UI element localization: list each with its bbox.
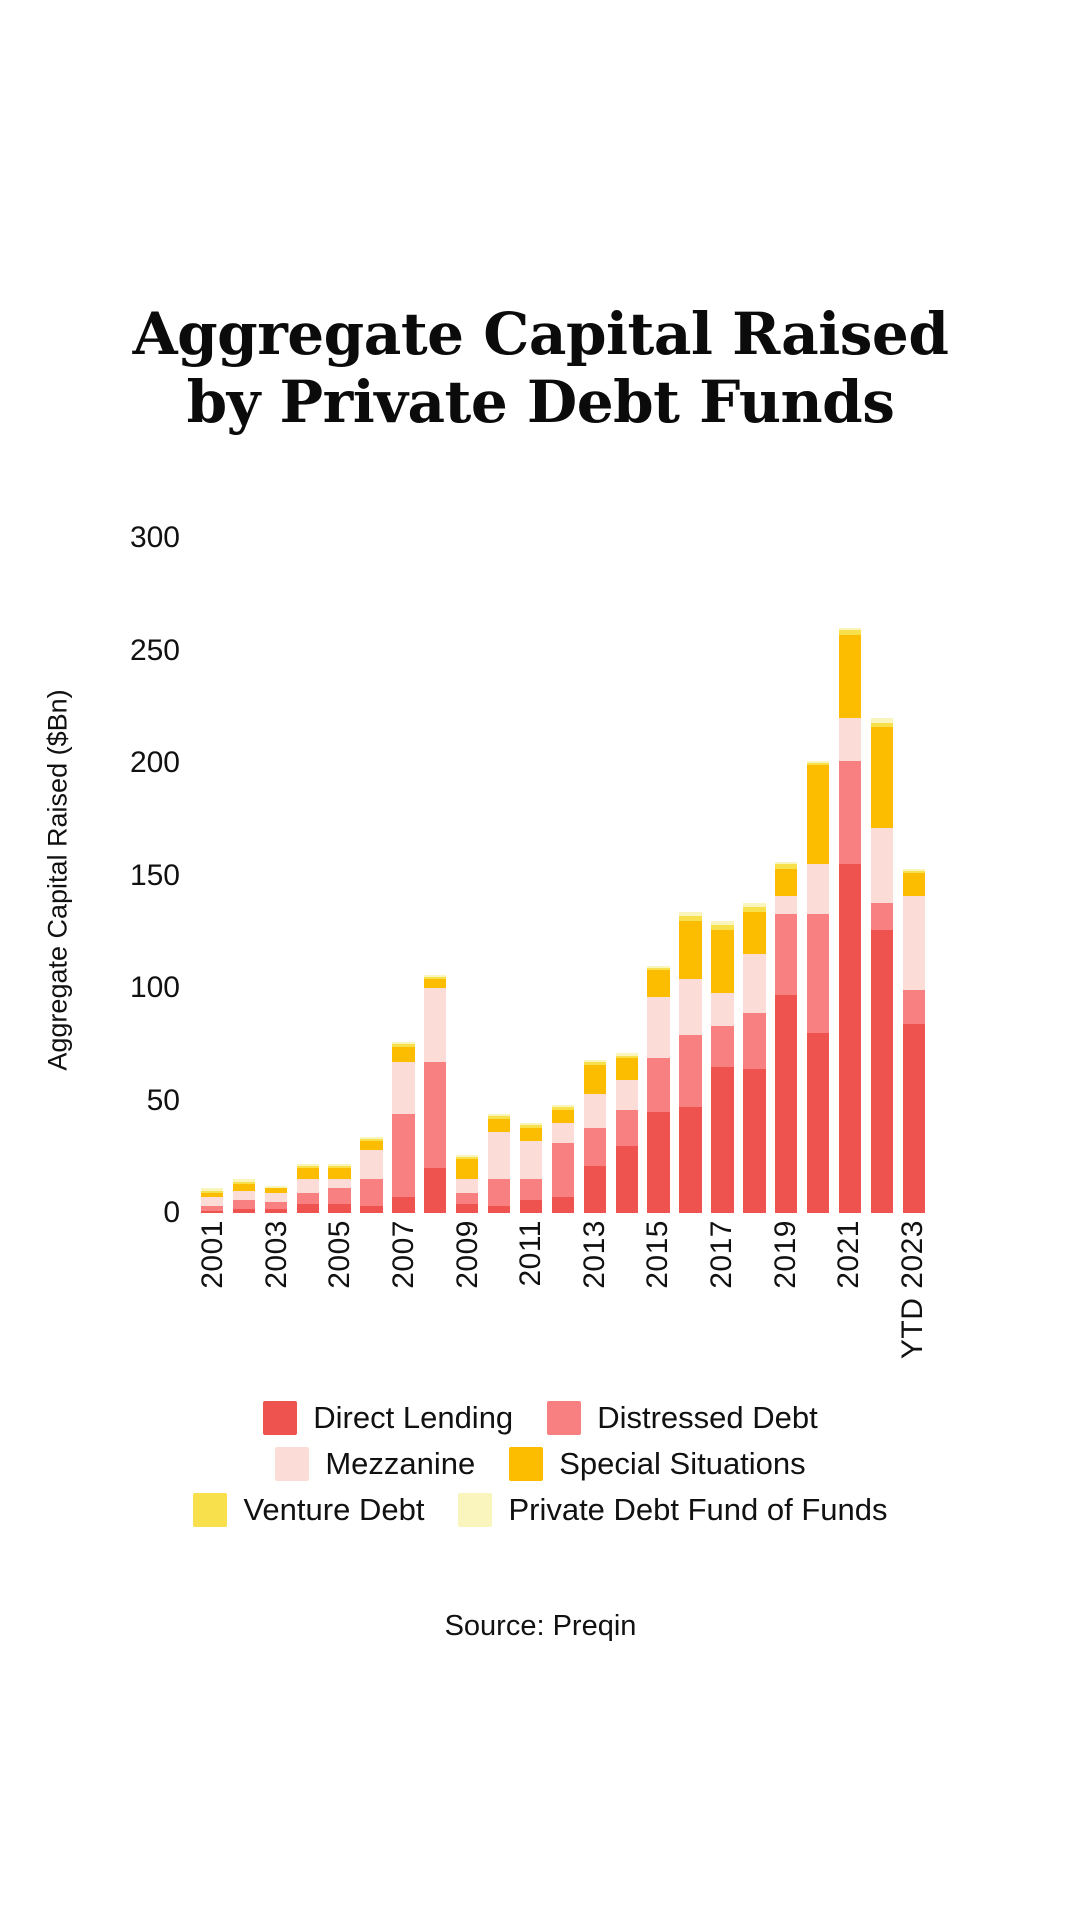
stacked-bar[interactable]: [679, 912, 701, 1214]
bar-segment: [265, 1202, 287, 1209]
bar-column[interactable]: [802, 538, 834, 1213]
bar-segment: [807, 765, 829, 864]
y-tick-300: 300: [129, 521, 180, 554]
bar-segment: [743, 1013, 765, 1069]
bar-segment: [328, 1204, 350, 1213]
bar-segment: [871, 903, 893, 930]
bar-column[interactable]: [419, 538, 451, 1213]
stacked-bar[interactable]: [871, 718, 893, 1213]
stacked-bar[interactable]: [520, 1123, 542, 1213]
legend-row-3: [0, 1492, 1081, 1528]
bar-segment: [903, 990, 925, 1024]
title-line-1: Aggregate Capital Raised: [132, 300, 949, 368]
x-tick-cell: [230, 1220, 260, 1420]
bar-segment: [839, 864, 861, 1213]
bars-container: [196, 538, 930, 1213]
y-tick-250: 250: [129, 633, 180, 667]
x-tick-cell: [323, 1220, 357, 1420]
stacked-bar[interactable]: [775, 862, 797, 1213]
bar-segment: [488, 1119, 510, 1133]
bar-segment: [584, 1166, 606, 1213]
bar-segment: [584, 1094, 606, 1128]
bar-segment: [903, 873, 925, 896]
legend-swatch-icon: [193, 1493, 227, 1527]
bar-segment: [775, 914, 797, 995]
y-axis-title: Aggregate Capital Raised ($Bn): [42, 689, 73, 1071]
legend-label: Direct Lending: [313, 1400, 514, 1435]
x-tick-label: 2007: [386, 1220, 420, 1289]
y-tick-200: 200: [129, 746, 180, 779]
bar-segment: [743, 1069, 765, 1213]
x-tick-label: 2017: [705, 1220, 739, 1289]
stacked-bar[interactable]: [616, 1053, 638, 1213]
bar-column[interactable]: [451, 538, 483, 1213]
legend-item[interactable]: [193, 1492, 424, 1528]
x-tick-cell: [196, 1220, 230, 1420]
bar-segment: [871, 727, 893, 828]
bar-column[interactable]: [611, 538, 643, 1213]
stacked-bar[interactable]: [711, 921, 733, 1214]
bar-column[interactable]: [196, 538, 228, 1213]
stacked-bar[interactable]: [839, 628, 861, 1213]
bar-segment: [679, 921, 701, 980]
bar-segment: [328, 1188, 350, 1204]
legend-label: Mezzanine: [325, 1446, 476, 1481]
bar-segment: [201, 1211, 223, 1213]
bar-segment: [584, 1065, 606, 1094]
legend-label: Distressed Debt: [597, 1400, 818, 1435]
bar-segment: [616, 1110, 638, 1146]
bar-column[interactable]: [770, 538, 802, 1213]
chart-legend: [0, 1400, 1081, 1538]
stacked-bar[interactable]: [297, 1164, 319, 1214]
bar-segment: [456, 1193, 478, 1204]
bar-segment: [807, 864, 829, 914]
bar-segment: [711, 930, 733, 993]
x-tick-cell: [803, 1220, 833, 1420]
x-tick-label: 2011: [514, 1220, 548, 1287]
bar-column[interactable]: [898, 538, 930, 1213]
legend-label: Venture Debt: [243, 1492, 425, 1527]
x-tick-cell: [866, 1220, 896, 1420]
stacked-bar[interactable]: [201, 1188, 223, 1213]
legend-label: Private Debt Fund of Funds: [508, 1492, 888, 1527]
stacked-bar[interactable]: [424, 975, 446, 1214]
legend-swatch-icon: [458, 1493, 492, 1527]
legend-row-2: [0, 1446, 1081, 1482]
bar-column[interactable]: [260, 538, 292, 1213]
x-tick-label: 2021: [832, 1220, 866, 1289]
x-tick-cell: [548, 1220, 578, 1420]
bar-segment: [360, 1179, 382, 1206]
bar-segment: [871, 930, 893, 1214]
bar-segment: [647, 997, 669, 1058]
legend-swatch-icon: [547, 1401, 581, 1435]
legend-item[interactable]: [458, 1492, 887, 1528]
x-tick-cell: [451, 1220, 485, 1420]
bar-segment: [456, 1204, 478, 1213]
x-tick-cell: [578, 1220, 612, 1420]
bar-segment: [360, 1206, 382, 1213]
legend-swatch-icon: [263, 1401, 297, 1435]
bar-segment: [424, 979, 446, 988]
bar-segment: [424, 988, 446, 1062]
bar-column[interactable]: [707, 538, 739, 1213]
stacked-bar[interactable]: [265, 1186, 287, 1213]
bar-segment: [488, 1179, 510, 1206]
bar-segment: [297, 1193, 319, 1204]
bar-segment: [552, 1143, 574, 1197]
bar-segment: [552, 1123, 574, 1143]
x-tick-cell: [705, 1220, 739, 1420]
x-tick-cell: [387, 1220, 421, 1420]
bar-column[interactable]: [866, 538, 898, 1213]
bar-segment: [616, 1146, 638, 1214]
x-tick-cell: [832, 1220, 866, 1420]
legend-label: Special Situations: [559, 1446, 806, 1481]
bar-column[interactable]: [515, 538, 547, 1213]
bar-column[interactable]: [356, 538, 388, 1213]
y-tick-50: 50: [146, 1083, 180, 1117]
stacked-bar[interactable]: [647, 966, 669, 1214]
bar-column[interactable]: [292, 538, 324, 1213]
bar-column[interactable]: [579, 538, 611, 1213]
x-tick-label: YTD 2023: [896, 1220, 930, 1360]
bar-column[interactable]: [738, 538, 770, 1213]
bar-segment: [328, 1179, 350, 1188]
bar-segment: [839, 718, 861, 761]
bar-segment: [265, 1209, 287, 1214]
x-tick-cell: [641, 1220, 675, 1420]
legend-swatch-icon: [509, 1447, 543, 1481]
stacked-bar[interactable]: [584, 1060, 606, 1213]
bar-segment: [807, 914, 829, 1033]
x-tick-cell: [612, 1220, 642, 1420]
legend-item[interactable]: [263, 1400, 513, 1436]
stacked-bar[interactable]: [233, 1179, 255, 1213]
x-axis-tick-labels: [196, 1220, 930, 1420]
bar-column[interactable]: [834, 538, 866, 1213]
bar-segment: [584, 1128, 606, 1166]
bar-segment: [775, 869, 797, 896]
bar-segment: [456, 1159, 478, 1179]
x-tick-cell: [514, 1220, 548, 1420]
bar-segment: [233, 1191, 255, 1200]
bar-segment: [616, 1058, 638, 1081]
stacked-bar[interactable]: [903, 869, 925, 1213]
legend-item[interactable]: [275, 1446, 475, 1482]
bar-segment: [488, 1132, 510, 1179]
bar-segment: [711, 1067, 733, 1213]
stacked-bar[interactable]: [456, 1155, 478, 1214]
bar-column[interactable]: [483, 538, 515, 1213]
bar-segment: [233, 1184, 255, 1191]
bar-column[interactable]: [387, 538, 419, 1213]
bar-segment: [552, 1110, 574, 1124]
bar-segment: [456, 1179, 478, 1193]
bar-segment: [647, 970, 669, 997]
bar-segment: [360, 1150, 382, 1179]
bar-segment: [839, 761, 861, 865]
stacked-bar[interactable]: [360, 1137, 382, 1214]
x-tick-label: 2005: [323, 1220, 357, 1289]
bar-segment: [807, 1033, 829, 1213]
x-tick-cell: [675, 1220, 705, 1420]
stacked-bar[interactable]: [488, 1114, 510, 1213]
bar-segment: [520, 1200, 542, 1214]
legend-swatch-icon: [275, 1447, 309, 1481]
stacked-bar[interactable]: [743, 903, 765, 1214]
y-tick-100: 100: [129, 971, 180, 1004]
bar-column[interactable]: [675, 538, 707, 1213]
bar-segment: [424, 1168, 446, 1213]
bar-segment: [265, 1193, 287, 1202]
page-title: [0, 300, 1081, 437]
y-axis-tick-labels: [0, 520, 196, 1280]
bar-segment: [743, 954, 765, 1013]
stacked-bar[interactable]: [552, 1105, 574, 1213]
bar-segment: [775, 995, 797, 1213]
bar-segment: [328, 1168, 350, 1179]
bar-segment: [392, 1062, 414, 1114]
bar-segment: [201, 1197, 223, 1206]
bar-segment: [233, 1200, 255, 1209]
bar-column[interactable]: [643, 538, 675, 1213]
x-tick-cell: [421, 1220, 451, 1420]
x-tick-cell: [769, 1220, 803, 1420]
bar-segment: [360, 1141, 382, 1150]
x-tick-label: 2019: [768, 1220, 802, 1289]
bar-segment: [839, 635, 861, 718]
bar-segment: [711, 1026, 733, 1067]
bar-segment: [392, 1114, 414, 1197]
x-tick-cell: [739, 1220, 769, 1420]
bar-segment: [679, 1107, 701, 1213]
x-tick-label: 2003: [259, 1220, 293, 1289]
bar-segment: [520, 1141, 542, 1179]
bar-segment: [520, 1128, 542, 1142]
bar-column[interactable]: [547, 538, 579, 1213]
x-tick-label: 2013: [577, 1220, 611, 1289]
bar-segment: [775, 896, 797, 914]
bar-segment: [903, 1024, 925, 1213]
bar-segment: [297, 1168, 319, 1179]
stacked-bar[interactable]: [807, 761, 829, 1213]
legend-item[interactable]: [547, 1400, 818, 1436]
y-tick-150: 150: [129, 858, 180, 892]
y-tick-0: 0: [163, 1196, 180, 1229]
x-tick-cell: [357, 1220, 387, 1420]
bar-segment: [552, 1197, 574, 1213]
bar-column[interactable]: [228, 538, 260, 1213]
title-line-2: by Private Debt Funds: [186, 368, 895, 437]
bar-column[interactable]: [324, 538, 356, 1213]
bar-segment: [424, 1062, 446, 1168]
x-tick-label: 2015: [641, 1220, 675, 1289]
bar-segment: [679, 979, 701, 1035]
bar-segment: [679, 1035, 701, 1107]
bar-segment: [297, 1179, 319, 1193]
x-tick-label: 2001: [196, 1220, 229, 1289]
x-tick-cell: [485, 1220, 515, 1420]
bar-segment: [871, 828, 893, 902]
source-note: Source: Preqin: [444, 1610, 637, 1642]
bar-segment: [743, 912, 765, 955]
bar-segment: [647, 1112, 669, 1213]
bar-segment: [711, 993, 733, 1027]
bar-segment: [903, 896, 925, 991]
bar-segment: [297, 1204, 319, 1213]
x-tick-label: 2009: [450, 1220, 484, 1289]
bar-segment: [616, 1080, 638, 1109]
stacked-bar[interactable]: [392, 1042, 414, 1213]
bar-segment: [647, 1058, 669, 1112]
x-tick-cell: [260, 1220, 294, 1420]
bar-segment: [392, 1197, 414, 1213]
plot-area: [0, 520, 1081, 1360]
bar-segment: [488, 1206, 510, 1213]
x-tick-cell: [294, 1220, 324, 1420]
bar-segment: [392, 1047, 414, 1063]
stacked-bar[interactable]: [328, 1164, 350, 1214]
legend-item[interactable]: [509, 1446, 805, 1482]
bar-segment: [233, 1209, 255, 1214]
x-tick-cell: [896, 1220, 930, 1420]
bar-segment: [520, 1179, 542, 1199]
legend-row-1: [0, 1400, 1081, 1436]
